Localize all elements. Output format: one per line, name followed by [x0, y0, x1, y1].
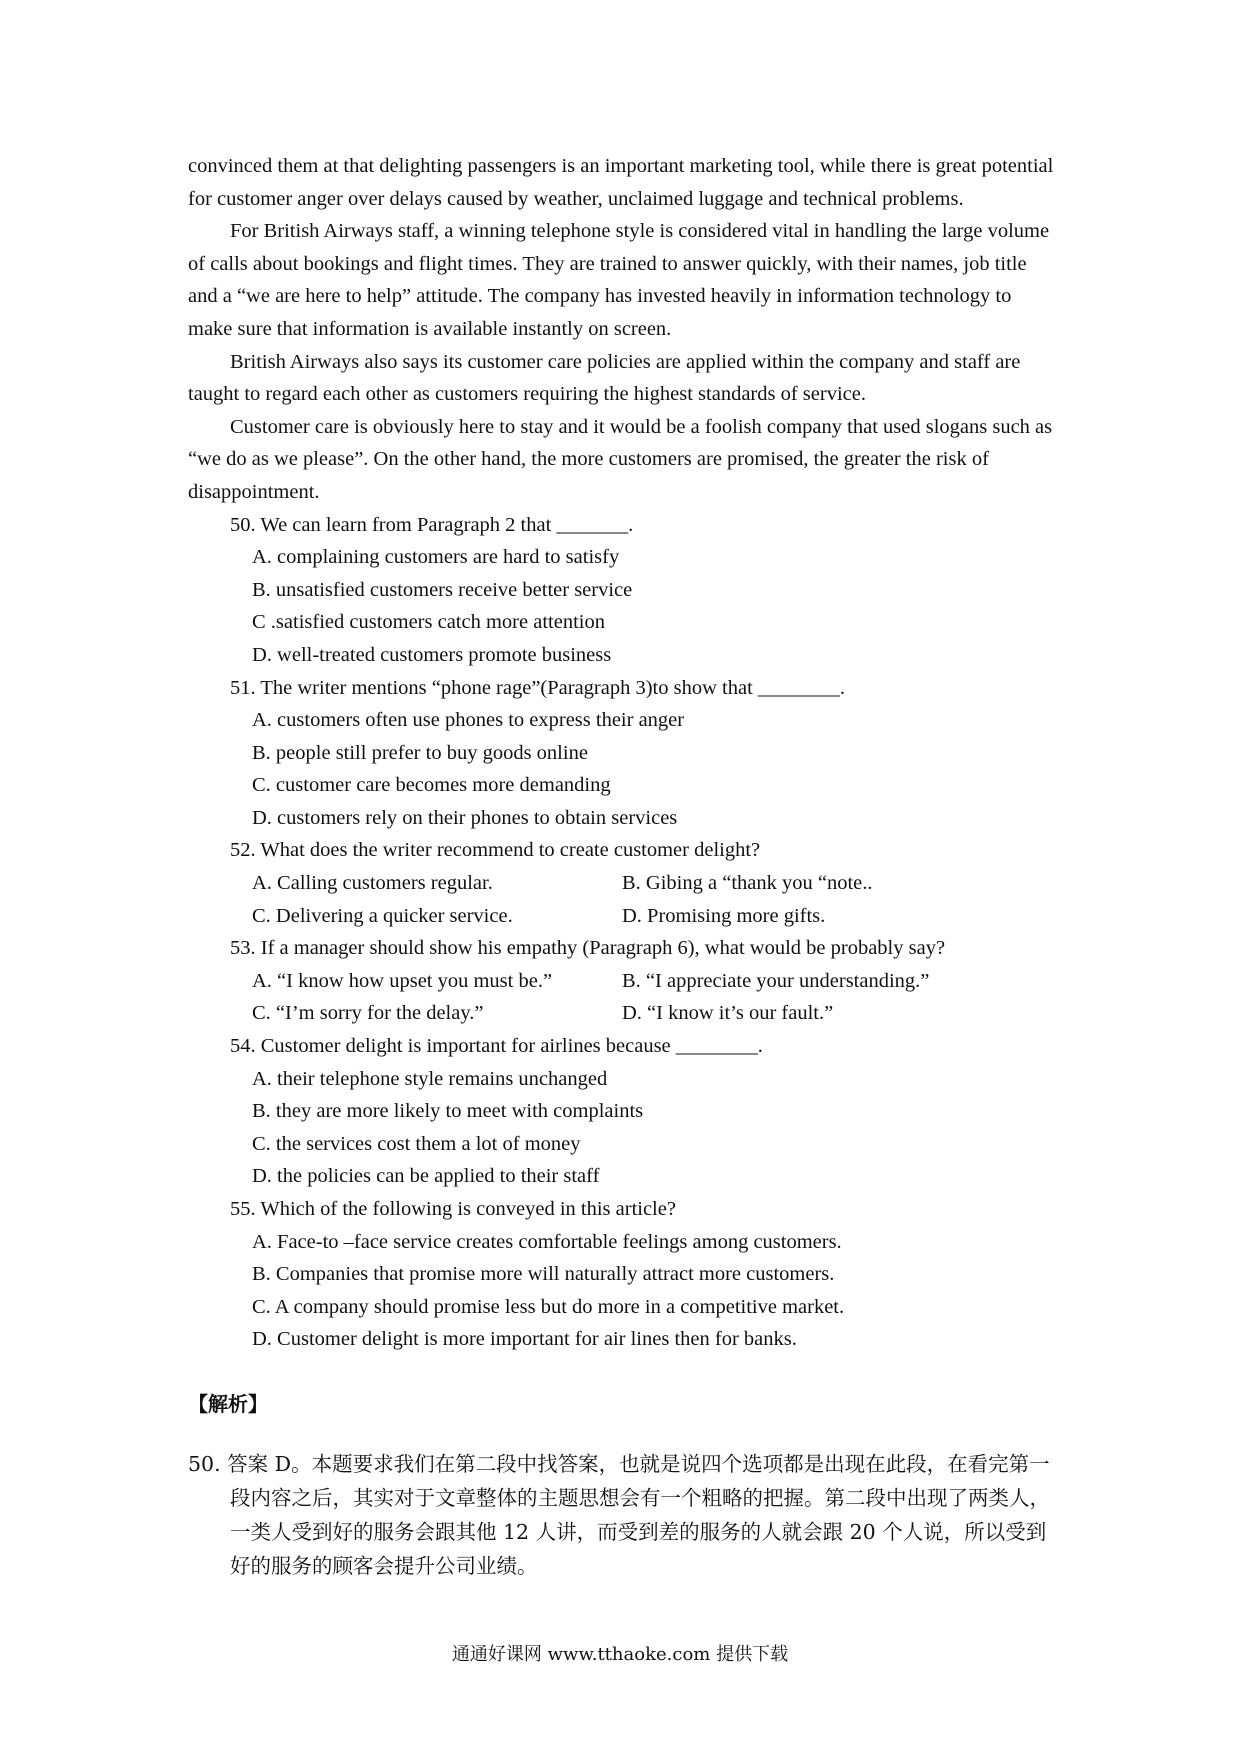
- article-paragraph-2: For British Airways staff, a winning telephone style is considered vital in handling the large volume of calls about bookings and flight times. They are trained to answer quickly, with their names, job title and a “we are here to help” attitude. The company has invested heavily in information technology to make sure that information is available instantly on screen.: [188, 220, 1050, 340]
- question-53-option-a: A. “I know how upset you must be.”: [252, 969, 553, 992]
- question-52-option-a: A. Calling customers regular.: [252, 872, 493, 895]
- question-53-stem: 53. If a manager should show his empathy (Paragraph 6), what would be probably say?: [230, 937, 946, 960]
- question-51-option-b: B. people still prefer to buy goods online: [252, 741, 588, 764]
- question-52-stem: 52. What does the writer recommend to create customer delight?: [230, 839, 761, 862]
- question-53-option-b: B. “I appreciate your understanding.”: [622, 969, 930, 992]
- question-54-option-a: A. their telephone style remains unchanged: [252, 1067, 608, 1090]
- question-54-option-c: C. the services cost them a lot of money: [252, 1132, 581, 1155]
- question-50-option-d: D. well-treated customers promote business: [252, 643, 612, 666]
- question-55-option-c: C. A company should promise less but do more in a competitive market.: [252, 1295, 845, 1318]
- question-52-options-row-2: [188, 900, 1060, 933]
- article-paragraph-4: Customer care is obviously here to stay and it would be a foolish company that used slogans such as “we do as we please”. On the other hand, the more customers are promised, the greater the risk of disappointment.: [188, 415, 1053, 503]
- question-55-option-b: B. Companies that promise more will naturally attract more customers.: [252, 1263, 835, 1286]
- question-51-option-d: D. customers rely on their phones to obtain services: [252, 806, 678, 829]
- question-53-options-row-2: [188, 997, 1060, 1030]
- question-53-option-d: D. “I know it’s our fault.”: [622, 1002, 834, 1025]
- question-54-option-d: D. the policies can be applied to their staff: [252, 1165, 600, 1188]
- question-55-option-d: D. Customer delight is more important for air lines then for banks.: [252, 1328, 797, 1351]
- page-footer: 通通好课网 www.tthaoke.com 提供下载: [451, 1644, 789, 1665]
- analysis-heading: 【解析】: [188, 1391, 268, 1416]
- question-53-option-c: C. “I’m sorry for the delay.”: [252, 1002, 484, 1025]
- question-52-option-d: D. Promising more gifts.: [622, 904, 826, 927]
- question-52-options-row-1: [188, 867, 1060, 900]
- question-50-option-b: B. unsatisfied customers receive better service: [252, 578, 633, 601]
- question-50-option-c: C .satisfied customers catch more attention: [252, 611, 605, 634]
- article-paragraph-1: convinced them at that delighting passengers is an important marketing tool, while there is great potential for customer anger over delays caused by weather, unclaimed luggage and technical problems.: [188, 155, 1054, 210]
- question-54-option-b: B. they are more likely to meet with complaints: [252, 1100, 644, 1123]
- question-55-stem: 55. Which of the following is conveyed in this article?: [230, 1198, 676, 1220]
- question-51-stem: 51. The writer mentions “phone rage”(Paragraph 3)to show that ________.: [230, 676, 846, 699]
- question-53-options-row-1: [188, 965, 1060, 998]
- question-52-option-c: C. Delivering a quicker service.: [252, 904, 513, 927]
- document-page: [188, 150, 1060, 1583]
- question-55-option-a: A. Face-to –face service creates comfortable feelings among customers.: [252, 1230, 842, 1253]
- question-51-option-c: C. customer care becomes more demanding: [252, 774, 611, 797]
- analysis-answer-50: 50. 答案 D。本题要求我们在第二段中找答案，也就是说四个选项都是出现在此段，在看完第一段内容之后，其实对于文章整体的主题思想会有一个粗略的把握。第二段中出现了两类人，一类人受到好的服务会跟其他 12 人讲，而受到差的服务的人就会跟 20 个人说，所以受到好的服务的顾客会提升公司业绩。: [188, 1451, 1050, 1578]
- question-52-option-b: B. Gibing a “thank you “note..: [622, 872, 873, 895]
- question-51-option-a: A. customers often use phones to express their anger: [252, 709, 685, 732]
- question-50-stem: 50. We can learn from Paragraph 2 that _______.: [230, 513, 634, 536]
- question-50-option-a: A. complaining customers are hard to satisfy: [252, 546, 620, 569]
- question-54-stem: 54. Customer delight is important for airlines because ________.: [230, 1035, 763, 1058]
- article-paragraph-3: British Airways also says its customer care policies are applied within the company and staff are taught to regard each other as customers requiring the highest standards of service.: [188, 350, 1021, 406]
